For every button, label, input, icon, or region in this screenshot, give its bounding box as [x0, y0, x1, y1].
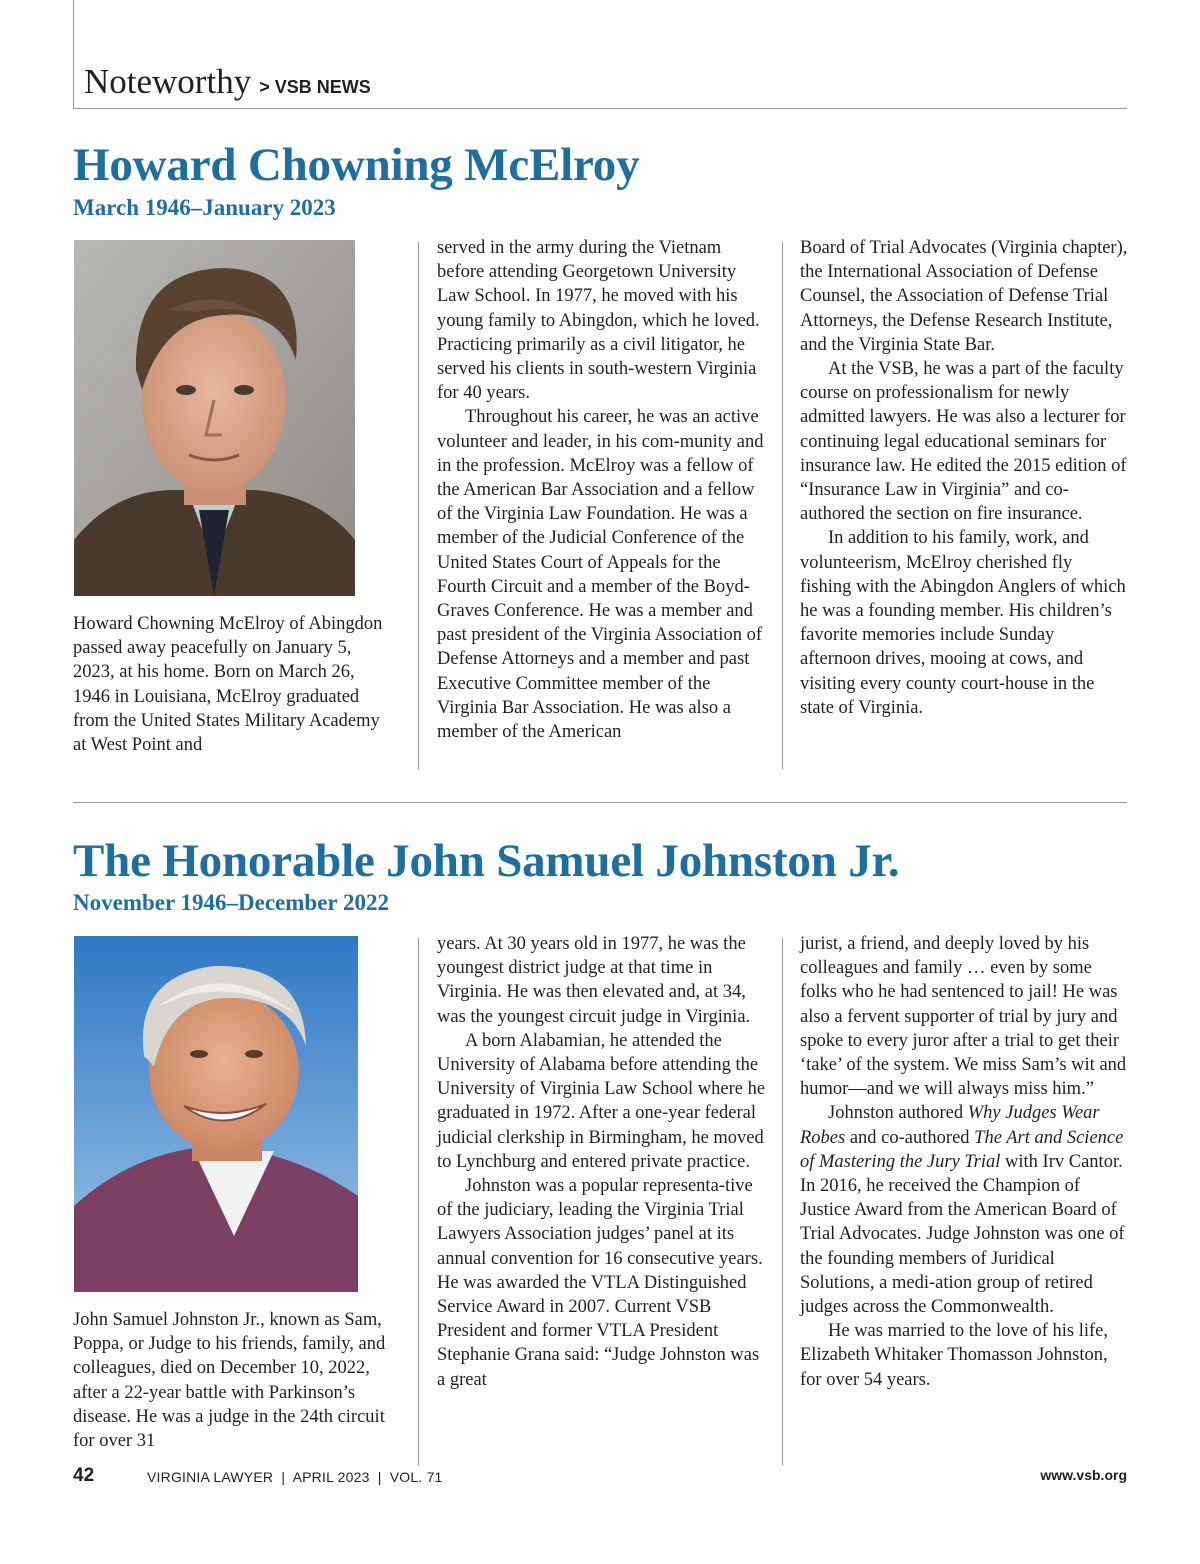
- book-title: Why Judges Wear Robes: [800, 1103, 1100, 1148]
- header-vertical-rule: [73, 0, 74, 108]
- paragraph: jurist, a friend, and deeply loved by his colleagues and family … even by some folks who he had sentenced to jail! He was also a fervent supporter of trial by jury and spoke to every juror after a trial to get their ‘take’ of the system. We miss Sam’s wit and humor—and we will always miss him.”: [800, 934, 1127, 1100]
- page-number: 42: [73, 1465, 95, 1486]
- portrait-photo-icon: [74, 240, 355, 596]
- article-title: Howard Chowning McElroy: [73, 139, 640, 191]
- text-run: with Irv Cantor. In 2016, he received the Champion of Justice Award from the American Board of Trial Advocates. Judge Johnston was one of the founding members of Juridical Solutions, a medi-ation group of retired judges across the Commonwealth.: [800, 1151, 1125, 1318]
- text-run: Johnston authored: [828, 1103, 968, 1124]
- article-title: The Honorable John Samuel Johnston Jr.: [73, 835, 900, 887]
- paragraph: years. At 30 years old in 1977, he was the youngest district judge at that time in Virginia. He was then elevated and, at 34, was the youngest circuit judge in Virginia.: [437, 934, 751, 1027]
- paragraph: A born Alabamian, he attended the University of Alabama before attending the University of Virginia Law School where he graduated in 1972. After a one-year federal judicial clerkship in Birmingham, he moved to Lynchburg and entered private practice.: [437, 1030, 766, 1172]
- article-column-1: [73, 612, 391, 757]
- article-column-3: [800, 932, 1128, 1392]
- paragraph: John Samuel Johnston Jr., known as Sam, Poppa, or Judge to his friends, family, and colleagues, died on December 10, 2022, after a 22-year battle with Parkinson’s disease. He was a judge in the 24th circuit for over 31: [73, 1310, 386, 1452]
- subsection-name: > VSB NEWS: [259, 77, 371, 97]
- article-column-1: [73, 1308, 391, 1453]
- article-column-3: [800, 236, 1128, 720]
- column-rule: [418, 242, 419, 769]
- paragraph: [800, 1101, 1128, 1319]
- paragraph: He was married to the love of his life, Elizabeth Whitaker Thomasson Johnston, for over 54 years.: [800, 1321, 1108, 1390]
- portrait-photo: [74, 240, 355, 596]
- article-column-2: [437, 932, 767, 1392]
- paragraph: Johnston was a popular representa-tive of the judiciary, leading the Virginia Trial Lawyers Association judges’ panel at its annual convention for 16 consecutive years. He was awarded the VTLA Distinguished Service Award in 2007. Current VSB President and former VTLA President Stephanie Grana said: “Judge Johnston was a great: [437, 1176, 763, 1390]
- header-horizontal-rule: [73, 108, 1127, 109]
- book-title: The Art and Science of Mastering the Jury Trial: [800, 1127, 1124, 1172]
- paragraph: Board of Trial Advocates (Virginia chapter), the International Association of Defense Counsel, the Association of Defense Trial Attorneys, the Defense Research Institute, and the Virginia State Bar.: [800, 238, 1128, 355]
- article-dates: November 1946–December 2022: [73, 890, 389, 915]
- website-link[interactable]: www.vsb.org: [1040, 1467, 1127, 1483]
- column-rule: [418, 938, 419, 1465]
- column-rule: [782, 938, 783, 1465]
- section-header: [84, 62, 371, 102]
- column-rule: [782, 242, 783, 769]
- section-divider: [73, 802, 1127, 803]
- paragraph: At the VSB, he was a part of the faculty course on professionalism for newly admitted lawyers. He was also a lecturer for continuing legal educational seminars for insurance law. He edited the 2015 edition of “Insurance Law in Virginia” and co-authored the section on fire insurance.: [800, 359, 1127, 525]
- paragraph: In addition to his family, work, and volunteerism, McElroy cherished fly fishing with the Abingdon Anglers of which he was a founding member. His children’s favorite memories include Sunday afternoon drives, mooing at cows, and visiting every county court-house in the state of Virginia.: [800, 528, 1126, 718]
- paragraph: served in the army during the Vietnam before attending Georgetown University Law School. In 1977, he moved with his young family to Abingdon, which he loved. Practicing primarily as a civil litigator, he served his clients in south-western Virginia for 40 years.: [437, 238, 760, 404]
- portrait-photo-icon: [74, 936, 358, 1292]
- article-column-2: [437, 236, 767, 744]
- section-name: Noteworthy: [84, 62, 252, 101]
- paragraph: Throughout his career, he was an active volunteer and leader, in his com-munity and in the profession. McElroy was a fellow of the American Bar Association and a fellow of the Virginia Law Foundation. He was a member of the Judicial Conference of the United States Court of Appeals for the Fourth Circuit and a member of the Boyd-Graves Conference. He was a member and past president of the Virginia Association of Defense Attorneys and a member and past Executive Committee member of the Virginia Bar Association. He was also a member of the American: [437, 407, 764, 743]
- article-dates: March 1946–January 2023: [73, 195, 336, 220]
- publication-info: VIRGINIA LAWYER | APRIL 2023 | VOL. 71: [147, 1469, 443, 1485]
- portrait-photo: [74, 936, 358, 1292]
- text-run: and co-authored: [845, 1127, 975, 1148]
- paragraph: Howard Chowning McElroy of Abingdon passed away peacefully on January 5, 2023, at his home. Born on March 26, 1946 in Louisiana, McElroy graduated from the United States Military Academy at West Point and: [73, 614, 383, 756]
